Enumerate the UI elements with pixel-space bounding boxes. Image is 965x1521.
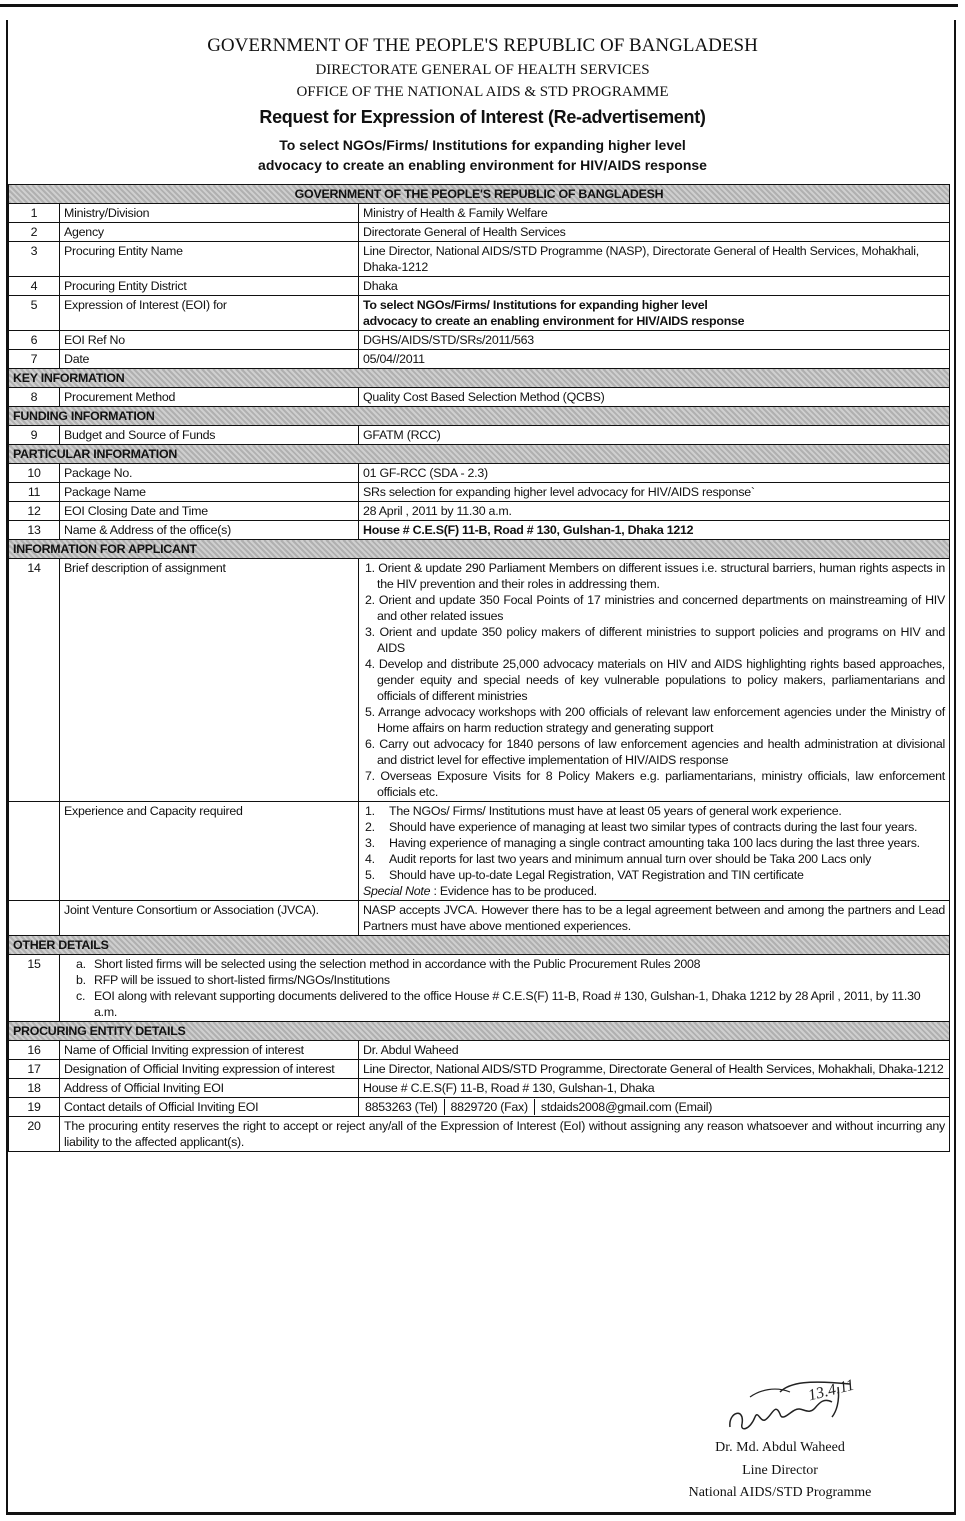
row-label: Procurement Method [60,388,359,407]
list-item [64,956,945,972]
row-label: Ministry/Division [60,204,359,223]
row-value [359,802,950,901]
row-value: Ministry of Health & Family Welfare [359,204,950,223]
row-label: Experience and Capacity required [60,802,359,901]
table-row [9,350,950,369]
row-number: 8 [9,388,60,407]
list-item: 5. Arrange advocacy workshops with 200 officials of relevant law enforcement agencies under the Ministry of Home affairs on harm reduction strategy and generating support [365,705,945,735]
band-particular-information [9,445,950,464]
row-label: Package No. [60,464,359,483]
item-text: Should have experience of managing at least two similar types of contracts during the last four years. [389,820,918,834]
row-number: 16 [9,1041,60,1060]
eoi-table [8,184,950,1152]
table-row [9,242,950,277]
row-number: 7 [9,350,60,369]
band-label: PROCURING ENTITY DETAILS [9,1022,950,1041]
assignment-list [363,560,945,800]
band-government [9,185,950,204]
item-number: 3. [365,836,375,850]
table-row [9,1117,950,1152]
row-value: GFATM (RCC) [359,426,950,445]
band-label: PARTICULAR INFORMATION [9,445,950,464]
header-government: GOVERNMENT OF THE PEOPLE'S REPUBLIC OF BANGLADESH [207,35,758,56]
row-value: DGHS/AIDS/STD/SRs/2011/563 [359,331,950,350]
row-number: 11 [9,483,60,502]
header-directorate: DIRECTORATE GENERAL OF HEALTH SERVICES [315,62,650,78]
eoi-for-line-2: advocacy to create an enabling environment for HIV/AIDS response [363,314,745,328]
list-item: 7. Overseas Exposure Visits for 8 Policy Makers e.g. parliamentarians, ministry officials, law enforcement officials etc. [365,769,945,799]
other-details-list [64,956,945,1020]
list-item [363,835,945,851]
subtitle-line-1: To select NGOs/Firms/ Institutions for expanding higher level [279,137,686,153]
item-number: 5. [365,868,375,882]
row-number: 20 [9,1117,60,1152]
row-number [9,802,60,901]
list-item: 4. Develop and distribute 25,000 advocacy materials on HIV and AIDS highlighting rights based approaches, gender equity and special needs of key vulnerable populations to policy makers, parliamentarians and officials of different ministries [365,657,945,703]
band-label: GOVERNMENT OF THE PEOPLE'S REPUBLIC OF BANGLADESH [9,185,950,204]
band-key-information [9,369,950,388]
signatory-organization: National AIDS/STD Programme [688,1485,872,1500]
row-value: 28 April , 2011 by 11.30 a.m. [359,502,950,521]
signatory-title: Line Director [742,1463,818,1478]
table-row [9,901,950,936]
band-label: FUNDING INFORMATION [9,407,950,426]
table-row [9,277,950,296]
item-text: The NGOs/ Firms/ Institutions must have at least 05 years of general work experience. [389,804,842,818]
item-text: Having experience of managing a single contract amounting taka 100 lacs during the last three years. [389,836,920,850]
row-number: 13 [9,521,60,540]
table-row [9,483,950,502]
table-row [9,426,950,445]
row-number: 2 [9,223,60,242]
table-row [9,955,950,1022]
list-item [363,867,945,883]
special-note-label: Special Note [363,884,431,898]
row-value: Dr. Abdul Waheed [359,1041,950,1060]
signatory-name: Dr. Md. Abdul Waheed [715,1440,845,1455]
row-label: Designation of Official Inviting expression of interest [60,1060,359,1079]
row-number: 4 [9,277,60,296]
contact-email: stdaids2008@gmail.com (Email) [540,1100,713,1114]
experience-list [363,803,945,883]
top-rule [0,4,958,7]
item-number: 4. [365,852,375,866]
contact-fax: 8829720 (Fax) [445,1099,535,1115]
row-value: Quality Cost Based Selection Method (QCBS) [359,388,950,407]
row-number: 15 [9,955,60,1022]
table-row [9,521,950,540]
item-number: 2. [365,820,375,834]
row-value [359,1098,950,1117]
row-number: 1 [9,204,60,223]
table-row [9,1041,950,1060]
eoi-for-line-1: To select NGOs/Firms/ Institutions for expanding higher level [363,298,708,312]
table-row [9,1079,950,1098]
table-row [9,223,950,242]
band-label: KEY INFORMATION [9,369,950,388]
band-procuring-entity-details [9,1022,950,1041]
row-label: Joint Venture Consortium or Association (JVCA). [60,901,359,936]
row-label: Date [60,350,359,369]
row-number: 12 [9,502,60,521]
row-label: Procuring Entity District [60,277,359,296]
row-label: Name of Official Inviting expression of interest [60,1041,359,1060]
row-value: House # C.E.S(F) 11-B, Road # 130, Gulshan-1, Dhaka [359,1079,950,1098]
band-other-details [9,936,950,955]
row-value: 05/04//2011 [359,350,950,369]
row-number: 19 [9,1098,60,1117]
table-row [9,331,950,350]
band-label: OTHER DETAILS [9,936,950,955]
table-row [9,502,950,521]
table-row [9,296,950,331]
row-value [359,296,950,331]
signature-date: 13.4.11 [806,1376,857,1405]
row-number: 17 [9,1060,60,1079]
item-text: Short listed firms will be selected using the selection method in accordance with the Public Procurement Rules 2008 [94,957,701,971]
page-subtitle [0,135,965,175]
item-text: RFP will be issued to short-listed firms/NGOs/Institutions [94,973,390,987]
list-item [64,988,945,1020]
band-information-for-applicant [9,540,950,559]
list-item [363,819,945,835]
row-number: 9 [9,426,60,445]
table-row [9,464,950,483]
row-number: 6 [9,331,60,350]
table-row [9,388,950,407]
special-note-text: : Evidence has to be produced. [430,884,597,898]
item-text: Should have up-to-date Legal Registration, VAT Registration and TIN certificate [389,868,804,882]
row-label: EOI Ref No [60,331,359,350]
row-value: Line Director, National AIDS/STD Programme (NASP), Directorate General of Health Services, Mohakhali, Dhaka-1212 [359,242,950,277]
list-item: 6. Carry out advocacy for 1840 persons of law enforcement agencies and health administration at divisional and district level for effective implementation of HIV/AIDS response [365,737,945,767]
row-value: 01 GF-RCC (SDA - 2.3) [359,464,950,483]
list-item [363,851,945,867]
row-label: Address of Official Inviting EOI [60,1079,359,1098]
row-number: 5 [9,296,60,331]
table-row [9,1098,950,1117]
row-value: SRs selection for expanding higher level advocacy for HIV/AIDS response` [359,483,950,502]
row-number [9,901,60,936]
list-item: 2. Orient and update 350 Focal Points of 17 ministries and concerned departments on mainstreaming of HIV and other related issues [365,593,945,623]
signature-image [720,1372,900,1442]
row-label: Package Name [60,483,359,502]
contact-tel: 8853263 (Tel) [359,1099,445,1115]
list-item [363,803,945,819]
row-label: Budget and Source of Funds [60,426,359,445]
row-value: Line Director, National AIDS/STD Programme, Directorate General of Health Services, Mohakhali, Dhaka-1212 [359,1060,950,1079]
item-text: Audit reports for last two years and minimum annual turn over should be Taka 200 Lacs only [389,852,872,866]
item-number: 1. [365,804,375,818]
row-number: 3 [9,242,60,277]
row-number: 10 [9,464,60,483]
row-value: Directorate General of Health Services [359,223,950,242]
row-value: Dhaka [359,277,950,296]
item-letter: a. [76,957,86,971]
band-funding-information [9,407,950,426]
header-office: OFFICE OF THE NATIONAL AIDS & STD PROGRAMME [296,84,669,100]
list-item: 1. Orient & update 290 Parliament Members on different issues i.e. structural barriers, human rights aspects in the HIV prevention and their roles in addressing them. [365,561,945,591]
table-row [9,1060,950,1079]
row-label: EOI Closing Date and Time [60,502,359,521]
row-value [359,559,950,802]
row-label: Procuring Entity Name [60,242,359,277]
subtitle-line-2: advocacy to create an enabling environment for HIV/AIDS response [258,157,707,173]
row-value [60,955,950,1022]
item-letter: b. [76,973,86,987]
row-number: 18 [9,1079,60,1098]
list-item [64,972,945,988]
row-label: Agency [60,223,359,242]
page-title: Request for Expression of Interest (Re-advertisement) [259,107,706,127]
row-label: Expression of Interest (EOI) for [60,296,359,331]
item-text: EOI along with relevant supporting documents delivered to the office House # C.E.S(F) 11-B, Road # 130, Gulshan-1, Dhaka 1212 by 28 April , 2011, by 11.30 a.m. [94,989,921,1019]
row-value: NASP accepts JVCA. However there has to be a legal agreement between and among the partners and Lead Partners must have above mentioned experiences. [359,901,950,936]
list-item: 3. Orient and update 350 policy makers of different ministries to support policies and programs on HIV and AIDS [365,625,945,655]
table-row [9,204,950,223]
row-number: 14 [9,559,60,802]
row-label: Brief description of assignment [60,559,359,802]
row-value: House # C.E.S(F) 11-B, Road # 130, Gulshan-1, Dhaka 1212 [359,521,950,540]
row-value: The procuring entity reserves the right to accept or reject any/all of the Expression of Interest (EoI) without assigning any reason whatsoever and without incurring any liability to the affected applicant(s). [60,1117,950,1152]
special-note [363,883,945,899]
row-label: Contact details of Official Inviting EOI [60,1098,359,1117]
table-row [9,802,950,901]
item-letter: c. [76,989,86,1003]
table-row [9,559,950,802]
band-label: INFORMATION FOR APPLICANT [9,540,950,559]
row-label: Name & Address of the office(s) [60,521,359,540]
